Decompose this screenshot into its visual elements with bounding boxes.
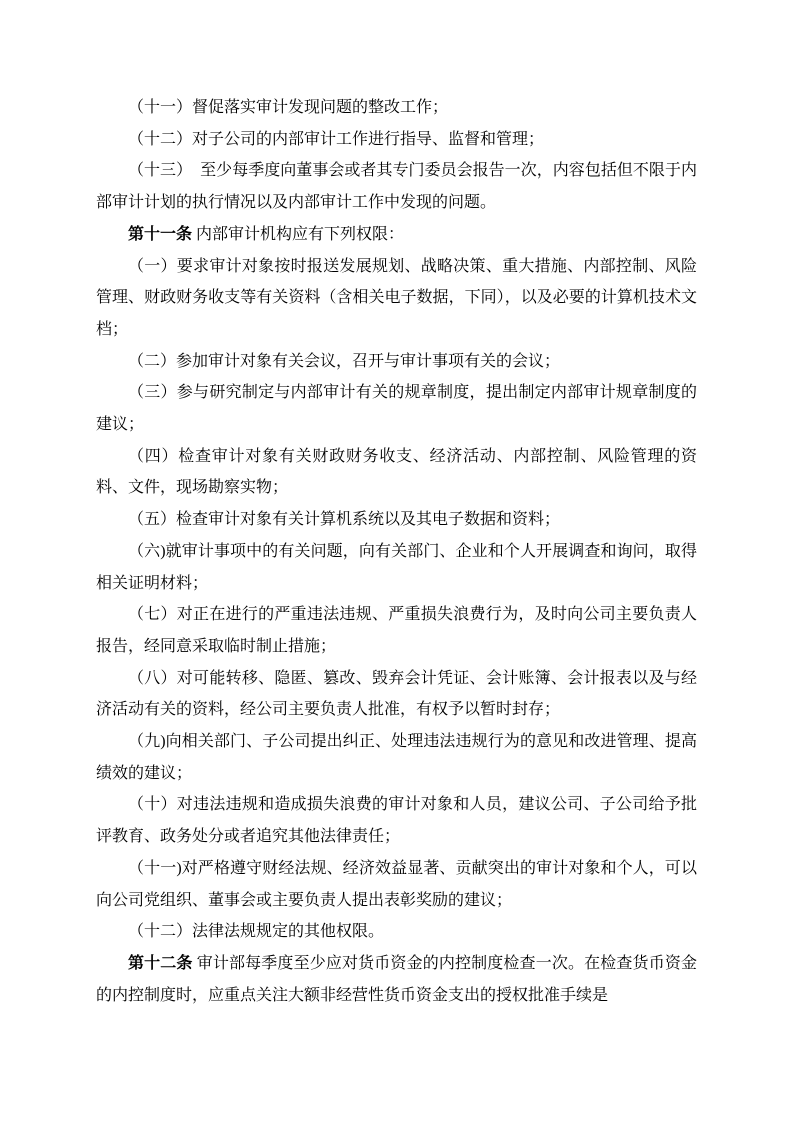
power-item-10-text: （十）对违法违规和造成损失浪费的审计对象和人员，建议公司、子公司给予批评教育、政务处分或者追究其他法律责任；: [96, 796, 697, 846]
duty-item-12-text: （十二）对子公司的内部审计工作进行指导、监督和管理；: [128, 130, 545, 148]
power-item-12-text: （十二）法律法规规定的其他权限。: [128, 923, 385, 941]
power-item-10: [96, 789, 697, 852]
power-item-12: [96, 916, 697, 948]
power-item-6: [96, 536, 697, 599]
power-item-1: [96, 251, 697, 346]
power-item-3: [96, 377, 697, 440]
duty-item-13-text: （十三） 至少每季度向董事会或者其专门委员会报告一次，内容包括但不限于内部审计计划的执行情况以及内部审计工作中发现的问题。: [96, 162, 697, 212]
power-item-8: [96, 663, 697, 726]
power-item-3-text: （三）参与研究制定与内部审计有关的规章制度，提出制定内部审计规章制度的建议；: [96, 384, 697, 434]
power-item-8-text: （八）对可能转移、隐匿、篡改、毁弃会计凭证、会计账簿、会计报表以及与经济活动有关的资料，经公司主要负责人批准，有权予以暂时封存；: [96, 669, 697, 719]
power-item-4-text: （四）检查审计对象有关财政财务收支、经济活动、内部控制、风险管理的资料、文件，现场勘察实物；: [96, 447, 697, 497]
power-item-5-text: （五）检查审计对象有关计算机系统以及其电子数据和资料；: [128, 511, 561, 529]
power-item-6-text: （六)就审计事项中的有关问题，向有关部门、企业和个人开展调查和询问，取得相关证明材料；: [96, 542, 697, 592]
power-item-7: [96, 599, 697, 662]
article-12-number: 第十二条: [128, 954, 193, 972]
duty-item-11-text: （十一）督促落实审计发现问题的整改工作；: [128, 99, 449, 116]
article-11-paragraph: [96, 219, 697, 251]
article-11-text: 内部审计机构应有下列权限：: [192, 225, 405, 243]
article-11-number: 第十一条: [128, 225, 193, 243]
power-item-2-text: （二）参加审计对象有关会议，召开与审计事项有关的会议；: [128, 352, 561, 370]
power-item-4: [96, 441, 697, 504]
power-item-2: [96, 346, 697, 378]
duty-item-11: [96, 92, 697, 124]
power-item-11: [96, 853, 697, 916]
duty-item-12: [96, 124, 697, 156]
power-item-7-text: （七）对正在进行的严重违法违规、严重损失浪费行为，及时向公司主要负责人报告，经同意采取临时制止措施；: [96, 606, 697, 655]
article-12-text: 审计部每季度至少应对货币资金的内控制度检查一次。在检查货币资金的内控制度时，应重点关注大额非经营性货币资金支出的授权批准手续是: [96, 954, 697, 1004]
power-item-1-text: （一）要求审计对象按时报送发展规划、战略决策、重大措施、内部控制、风险管理、财政财务收支等有关资料（含相关电子数据，下同），以及必要的计算机技术文档；: [96, 257, 697, 338]
power-item-9-text: （九)向相关部门、子公司提出纠正、处理违法违规行为的意见和改进管理、提高绩效的建议；: [96, 733, 697, 782]
power-item-9: [96, 726, 697, 789]
article-12-paragraph: [96, 948, 697, 1011]
duty-item-13: [96, 155, 697, 218]
power-item-11-text: （十一)对严格遵守财经法规、经济效益显著、贡献突出的审计对象和个人，可以向公司党组织、董事会或主要负责人提出表彰奖励的建议；: [96, 859, 697, 909]
power-item-5: [96, 504, 697, 536]
